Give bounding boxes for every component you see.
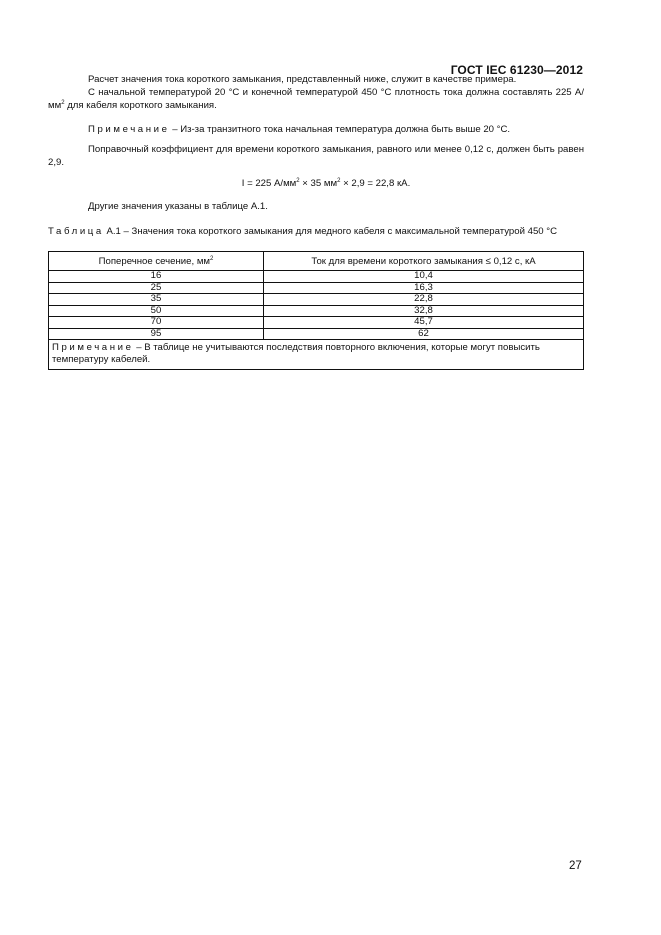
note-text: – Из-за транзитного тока начальная температура должна быть выше 20 °С. [169, 124, 511, 135]
page-number: 27 [569, 860, 582, 872]
current-table [48, 251, 584, 370]
table-note-text: – В таблице не учитываются последствия повторного включения, которые могут повысить температуру кабелей. [52, 342, 540, 365]
col-header-section-text: Поперечное сечение, мм [98, 255, 211, 267]
col-header-superscript: 2 [210, 255, 214, 262]
cell-section: 70 [49, 317, 264, 329]
formula-part-2: × 35 мм [299, 178, 338, 189]
table-row [49, 282, 584, 294]
note-1 [48, 124, 584, 137]
formula-superscript-1: 2 [296, 178, 300, 184]
paragraph-intro: Расчет значения тока короткого замыкания, представленный ниже, служит в качестве примера. [88, 74, 517, 85]
cell-current: 32,8 [264, 305, 584, 317]
table-header-row [49, 252, 584, 271]
cell-current: 22,8 [264, 294, 584, 306]
cell-current: 45,7 [264, 317, 584, 329]
table-row [49, 305, 584, 317]
table-row [49, 294, 584, 306]
col-header-current: Ток для времени короткого замыкания ≤ 0,12 с, кА [264, 252, 584, 271]
table-row [49, 328, 584, 340]
table-note-row [49, 340, 584, 370]
table-caption [48, 226, 584, 237]
caption-label: Таблица [48, 226, 104, 237]
note-label: Примечание [88, 124, 170, 135]
cell-current: 10,4 [264, 271, 584, 283]
paragraph-correction-factor: Поправочный коэффициент для времени короткого замыкания, равного или менее 0,12 с, должен быть равен 2,9. [48, 144, 584, 168]
superscript: 2 [61, 99, 65, 106]
table-row [49, 317, 584, 329]
table-note [49, 340, 584, 370]
formula [48, 178, 584, 189]
formula-superscript-2: 2 [337, 178, 341, 184]
table-row [49, 271, 584, 283]
current-density-text-end: для кабеля короткого замыкания. [64, 99, 217, 111]
cell-section: 50 [49, 305, 264, 317]
formula-part-3: × 2,9 = 22,8 кА. [340, 178, 411, 189]
paragraph-other-values: Другие значения указаны в таблице А.1. [88, 201, 268, 212]
cell-section: 35 [49, 294, 264, 306]
formula-part-1: I = 225 А/мм [241, 178, 297, 189]
cell-section: 95 [49, 328, 264, 340]
cell-section: 25 [49, 282, 264, 294]
col-header-section [49, 252, 264, 271]
cell-current: 16,3 [264, 282, 584, 294]
current-density-text: С начальной температурой 20 °С и конечной температурой 450 °С плотность тока должна составлять 225 А/мм [48, 87, 584, 111]
caption-text: А.1 – Значения тока короткого замыкания для медного кабеля с максимальной температурой 450 °С [103, 226, 558, 237]
table-note-label: Примечание [52, 342, 134, 353]
paragraph-current-density [48, 87, 584, 112]
document-code: ГОСТ IEC 61230—2012 [450, 63, 583, 77]
cell-current: 62 [264, 328, 584, 340]
cell-section: 16 [49, 271, 264, 283]
